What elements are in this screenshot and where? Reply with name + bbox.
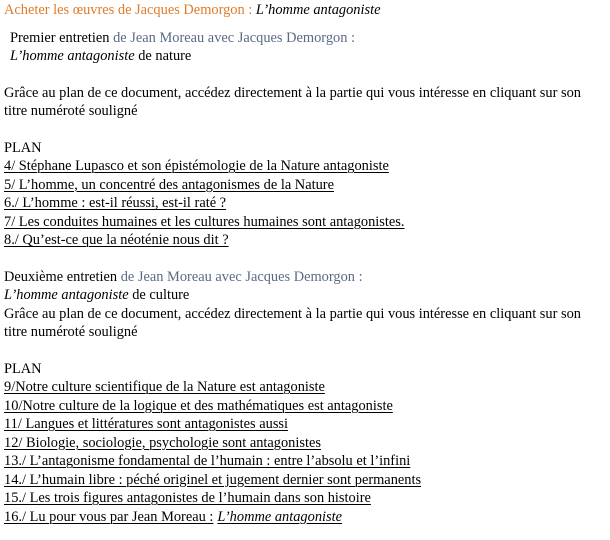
plan-item-15[interactable]	[4, 489, 606, 508]
purchase-book-title: L’homme antagoniste	[255, 2, 381, 18]
plan-item-link[interactable]: 13./ L’antagonisme fondamental de l’humain : entre l’absolu et l’infini	[4, 453, 411, 469]
plan-item-13[interactable]	[4, 452, 606, 471]
plan-item-link[interactable]: 10/Notre culture de la logique et des mathématiques est antagoniste	[4, 397, 393, 414]
plan-item-link[interactable]: 14./ L’humain libre : péché originel et jugement dernier sont permanents	[4, 471, 422, 488]
intro-paragraph: Grâce au plan de ce document, accédez directement à la partie qui vous intéresse en cliquant sur son titre numéroté souligné	[4, 84, 581, 119]
plan-heading-2: PLAN	[4, 360, 42, 377]
first-interview-title-italic: L’homme antagoniste	[10, 48, 135, 64]
purchase-link-line[interactable]	[4, 1, 606, 20]
document-page	[4, 0, 606, 526]
plan-item-link[interactable]: 7/ Les conduites humaines et les cultures humaines sont antagonistes.	[4, 213, 405, 230]
plan-item-link[interactable]: 9/Notre culture scientifique de la Nature est antagoniste	[4, 379, 325, 395]
first-interview-title	[4, 47, 606, 66]
plan-item-10[interactable]	[4, 397, 606, 416]
first-interview-label: Premier entretien	[10, 29, 110, 46]
plan-item-5[interactable]	[4, 176, 606, 195]
plan-item-12[interactable]	[4, 434, 606, 453]
plan-item-16[interactable]	[4, 508, 606, 527]
second-interview-with: de Jean Moreau avec Jacques Demorgon :	[120, 268, 363, 285]
plan-item-8[interactable]	[4, 231, 606, 250]
plan-item-7[interactable]	[4, 213, 606, 232]
second-interview-title	[4, 286, 606, 305]
plan-item-11[interactable]	[4, 415, 606, 434]
second-interview-label: Deuxième entretien	[4, 268, 118, 285]
plan-item-14[interactable]	[4, 471, 606, 490]
plan-item-4[interactable]	[4, 157, 606, 176]
plan-item-link[interactable]: 4/ Stéphane Lupasco et son épistémologie de la Nature antagoniste	[4, 158, 389, 174]
plan-item-link[interactable]: 15./ Les trois figures antagonistes de l’humain dans son histoire	[4, 490, 371, 506]
intro-paragraph-2: Grâce au plan de ce document, accédez directement à la partie qui vous intéresse en cliquant sur son titre numéroté souligné	[4, 305, 581, 340]
plan-item-link[interactable]: 5/ L’homme, un concentré des antagonismes de la Nature	[4, 176, 334, 193]
plan-item-link[interactable]: 8./ Qu’est-ce que la néoténie nous dit ?	[4, 232, 229, 248]
plan-item-link[interactable]: 12/ Biologie, sociologie, psychologie sont antagonistes	[4, 434, 321, 451]
second-interview-title-suffix: de culture	[132, 287, 190, 303]
plan-heading: PLAN	[4, 139, 42, 156]
plan-item-link[interactable]: 6./ L’homme : est-il réussi, est-il raté ?	[4, 195, 227, 211]
second-interview-heading	[4, 268, 606, 287]
second-interview-title-italic: L’homme antagoniste	[4, 287, 129, 303]
purchase-link[interactable]: Acheter les œuvres de Jacques Demorgon :	[4, 2, 253, 18]
plan-item-16-italic[interactable]: L’homme antagoniste	[217, 508, 342, 525]
plan-item-9[interactable]	[4, 378, 606, 397]
first-interview-heading	[4, 29, 606, 48]
plan-item-16-prefix[interactable]: 16./ Lu pour vous par Jean Moreau :	[4, 508, 214, 525]
first-interview-title-suffix: de nature	[138, 48, 192, 64]
plan-item-6[interactable]	[4, 194, 606, 213]
first-interview-with: de Jean Moreau avec Jacques Demorgon :	[113, 29, 355, 46]
plan-item-link[interactable]: 11/ Langues et littératures sont antagonistes aussi	[4, 416, 289, 432]
